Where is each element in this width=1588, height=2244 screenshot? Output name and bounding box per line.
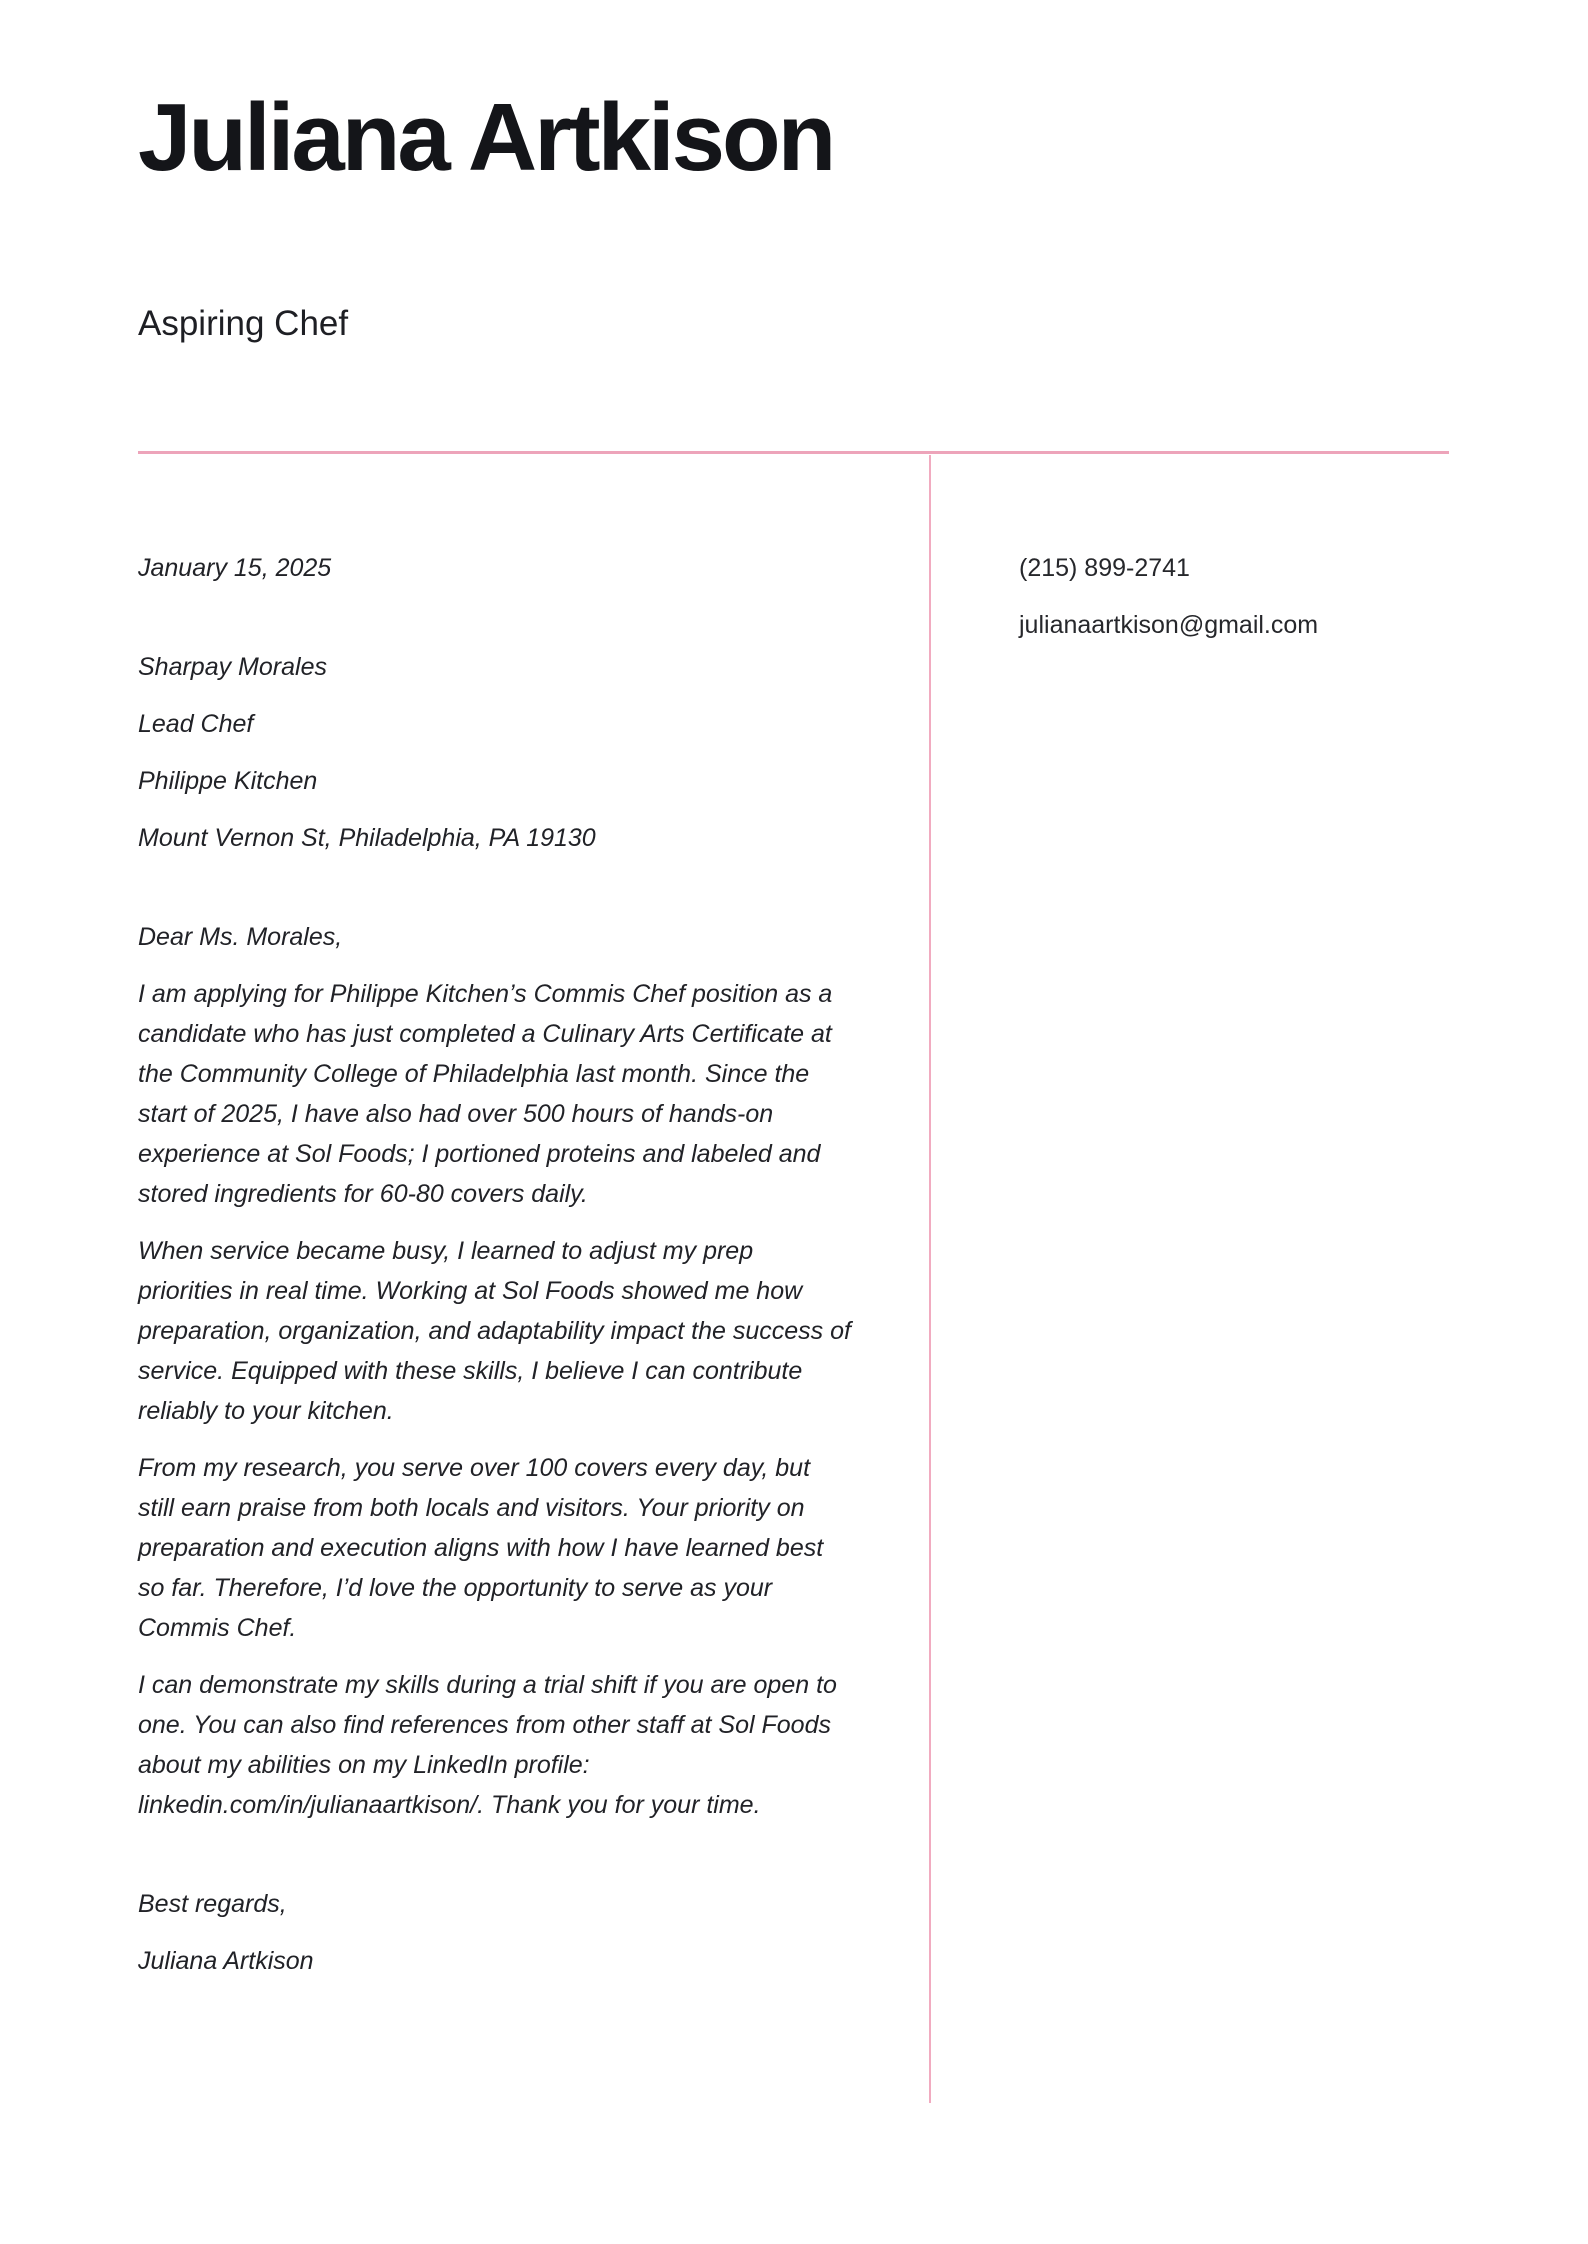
blank-line: [138, 605, 851, 647]
body-paragraph: I am applying for Philippe Kitchen’s Commis Chef position as a candidate who has just completed a Culinary Arts Certificate at the Community College of Philadelphia last month. Since the start of 2025, I have also had over 500 hours of hands-on experience at Sol Foods; I portioned proteins and labeled and stored ingredients for 60-80 covers daily.: [138, 980, 833, 1208]
body-paragraph: I can demonstrate my skills during a trial shift if you are open to one. You can also find references from other staff at Sol Foods about my abilities on my LinkedIn profile: linkedin.com/in/julianaartkison/. Thank you for your time.: [138, 1671, 837, 1819]
contact-column: [931, 454, 1449, 2114]
salutation: Dear Ms. Morales,: [138, 923, 343, 951]
recipient-company: Philippe Kitchen: [138, 767, 318, 795]
phone-number: (215) 899-2741: [1019, 554, 1190, 582]
recipient-address: Mount Vernon St, Philadelphia, PA 19130: [138, 824, 596, 852]
letter-column: [138, 454, 931, 2114]
body-paragraph: When service became busy, I learned to adjust my prep priorities in real time. Working at Sol Foods showed me how preparation, organization, and adaptability impact the success of service. Equipped with these skills, I believe I can contribute reliably to your kitchen.: [138, 1237, 851, 1425]
applicant-name: Juliana Artkison: [138, 84, 834, 191]
letter-date: January 15, 2025: [138, 554, 332, 582]
recipient-block: [138, 647, 851, 858]
vertical-divider: [929, 455, 931, 2103]
body-paragraph: From my research, you serve over 100 covers every day, but still earn praise from both locals and visitors. Your priority on preparation and execution aligns with how I have learned best so far. Therefore, I’d love the opportunity to serve as your Commis Chef.: [138, 1454, 824, 1642]
email-address: julianaartkison@gmail.com: [1019, 611, 1319, 639]
letter-body-columns: [138, 454, 1449, 2114]
recipient-role: Lead Chef: [138, 710, 254, 738]
recipient-name: Sharpay Morales: [138, 653, 327, 681]
applicant-job-title: Aspiring Chef: [138, 304, 349, 343]
closing: Best regards,: [138, 1890, 287, 1918]
blank-line: [138, 875, 851, 917]
blank-line: [138, 1842, 851, 1884]
signature-name: Juliana Artkison: [138, 1947, 314, 1975]
